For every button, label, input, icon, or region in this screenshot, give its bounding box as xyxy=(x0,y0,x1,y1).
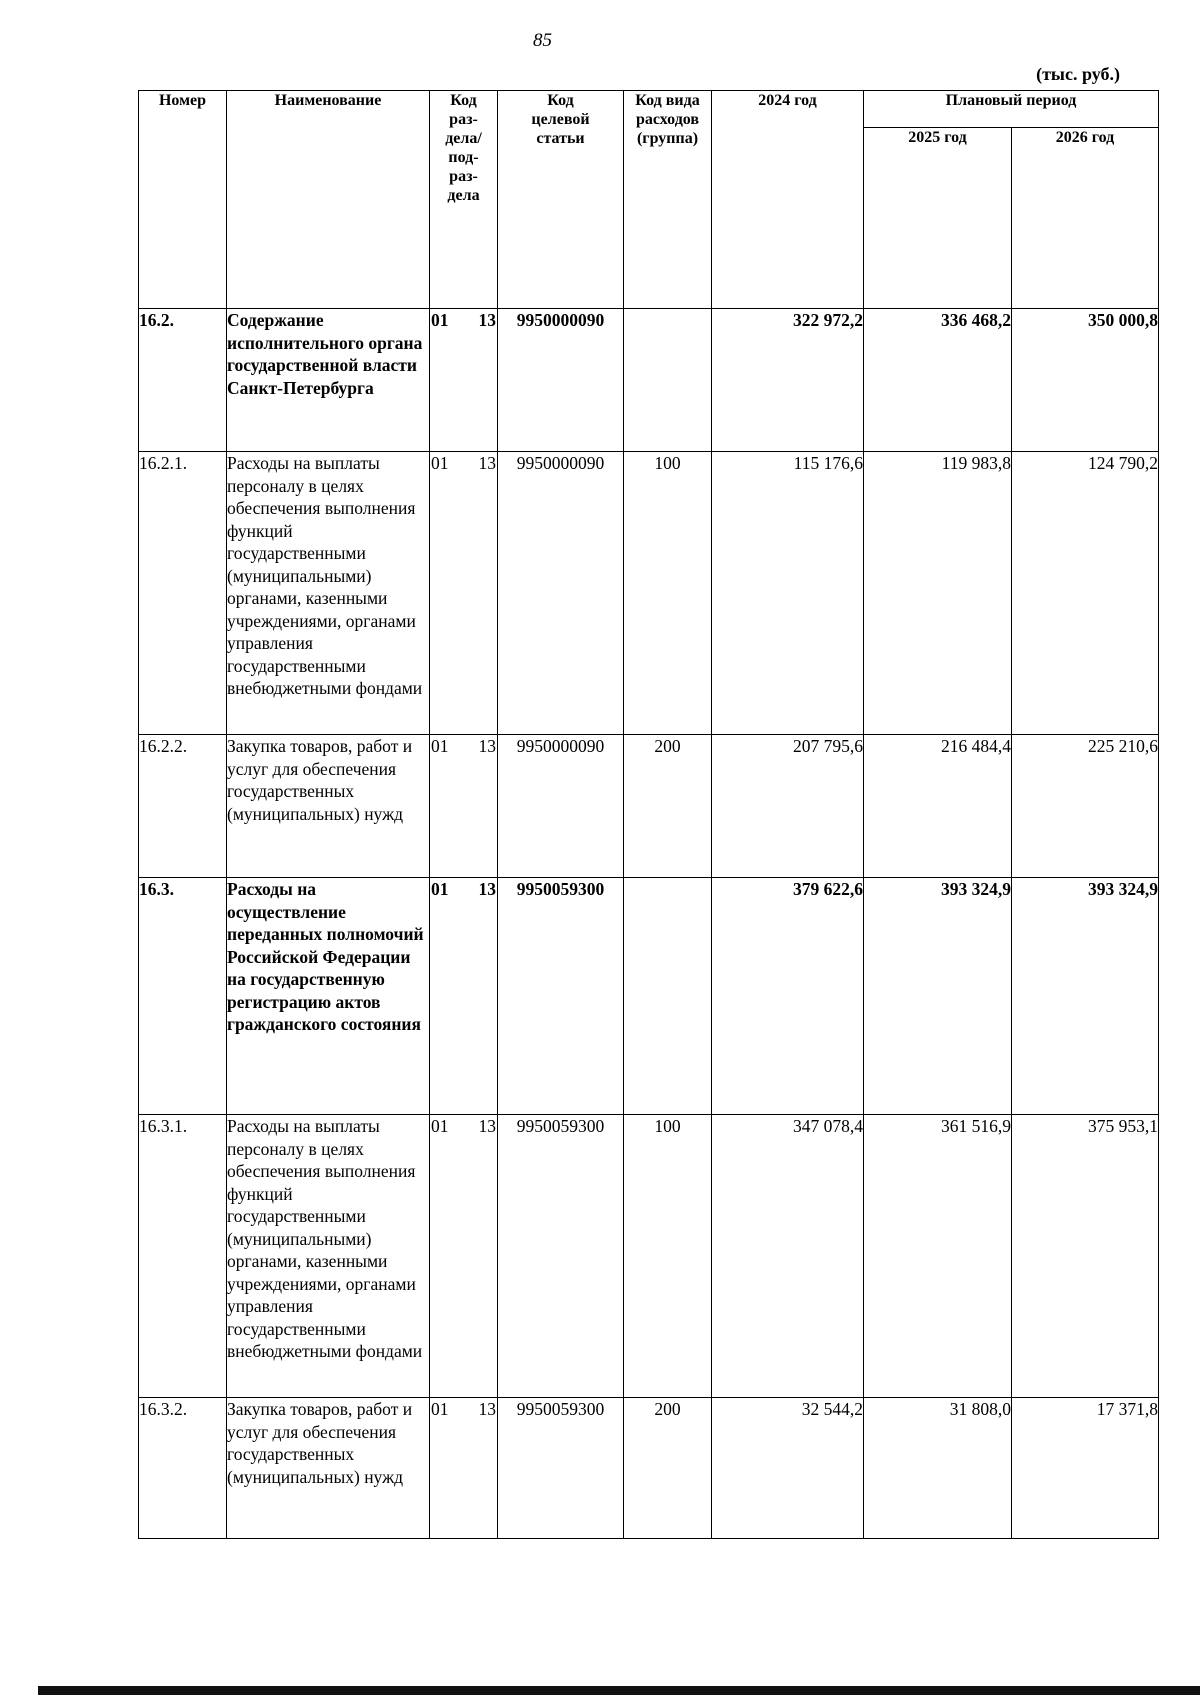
row-section-code xyxy=(430,309,498,452)
scan-edge-bar xyxy=(38,1686,1200,1695)
row-expense-type xyxy=(624,878,712,1115)
header-2025: 2025 год xyxy=(864,128,1012,309)
row-section: 01 xyxy=(431,453,449,473)
row-2024: 322 972,2 xyxy=(712,309,864,452)
row-section: 01 xyxy=(431,310,449,330)
row-target-code: 9950059300 xyxy=(498,878,624,1115)
row-name: Закупка товаров, работ и услуг для обеспечения государственных (муниципальных) нужд xyxy=(227,735,430,878)
row-2025: 393 324,9 xyxy=(864,878,1012,1115)
table-row xyxy=(139,1398,1159,1539)
row-name: Расходы на выплаты персоналу в целях обеспечения выполнения функций государственными (муниципальными) органами, казенными учреждениями, органами управления государственными внебюджетными фондами xyxy=(227,1115,430,1398)
row-number: 16.3. xyxy=(139,878,227,1115)
row-section: 01 xyxy=(431,1399,449,1419)
row-number: 16.2. xyxy=(139,309,227,452)
row-target-code: 9950059300 xyxy=(498,1115,624,1398)
row-section: 01 xyxy=(431,736,449,756)
table-row xyxy=(139,452,1159,735)
row-section-code xyxy=(430,878,498,1115)
row-target-code: 9950059300 xyxy=(498,1398,624,1539)
row-name: Расходы на осуществление переданных полномочий Российской Федерации на государственную регистрацию актов гражданского состояния xyxy=(227,878,430,1115)
row-expense-type xyxy=(624,309,712,452)
table-row xyxy=(139,735,1159,878)
table-row xyxy=(139,309,1159,452)
row-section-code xyxy=(430,452,498,735)
row-2025: 216 484,4 xyxy=(864,735,1012,878)
budget-table xyxy=(138,90,1159,1539)
row-expense-type: 100 xyxy=(624,1115,712,1398)
units-label: (тыс. руб.) xyxy=(1036,64,1120,84)
row-2025: 31 808,0 xyxy=(864,1398,1012,1539)
row-2024: 347 078,4 xyxy=(712,1115,864,1398)
row-number: 16.3.1. xyxy=(139,1115,227,1398)
header-row-1 xyxy=(139,91,1159,128)
row-section: 01 xyxy=(431,1116,449,1136)
row-2024: 207 795,6 xyxy=(712,735,864,878)
row-subsection: 13 xyxy=(478,1399,496,1419)
page-number: 85 xyxy=(533,30,552,51)
header-section-code: Код раз- дела/ под- раз- дела xyxy=(430,91,498,309)
header-number: Номер xyxy=(139,91,227,309)
row-2026: 17 371,8 xyxy=(1012,1398,1159,1539)
row-number: 16.3.2. xyxy=(139,1398,227,1539)
header-expense-type: Код вида расходов (группа) xyxy=(624,91,712,309)
row-target-code: 9950000090 xyxy=(498,452,624,735)
row-subsection: 13 xyxy=(478,453,496,473)
row-section-code xyxy=(430,735,498,878)
row-section-code xyxy=(430,1398,498,1539)
row-name: Закупка товаров, работ и услуг для обеспечения государственных (муниципальных) нужд xyxy=(227,1398,430,1539)
row-2025: 361 516,9 xyxy=(864,1115,1012,1398)
row-expense-type: 100 xyxy=(624,452,712,735)
row-subsection: 13 xyxy=(478,736,496,756)
row-expense-type: 200 xyxy=(624,1398,712,1539)
header-name: Наименование xyxy=(227,91,430,309)
row-2026: 225 210,6 xyxy=(1012,735,1159,878)
row-name: Содержание исполнительного органа государственной власти Санкт-Петербурга xyxy=(227,309,430,452)
row-2026: 124 790,2 xyxy=(1012,452,1159,735)
row-2024: 32 544,2 xyxy=(712,1398,864,1539)
table-row xyxy=(139,878,1159,1115)
row-section: 01 xyxy=(431,879,449,899)
header-target-code: Код целевой статьи xyxy=(498,91,624,309)
header-planned-period: Плановый период xyxy=(864,91,1159,128)
row-number: 16.2.2. xyxy=(139,735,227,878)
header-2026: 2026 год xyxy=(1012,128,1159,309)
row-subsection: 13 xyxy=(478,310,496,330)
header-2024: 2024 год xyxy=(712,91,864,309)
row-subsection: 13 xyxy=(478,879,496,899)
row-number: 16.2.1. xyxy=(139,452,227,735)
row-subsection: 13 xyxy=(478,1116,496,1136)
row-section-code xyxy=(430,1115,498,1398)
row-2025: 119 983,8 xyxy=(864,452,1012,735)
row-expense-type: 200 xyxy=(624,735,712,878)
row-2026: 350 000,8 xyxy=(1012,309,1159,452)
row-2024: 115 176,6 xyxy=(712,452,864,735)
table-row xyxy=(139,1115,1159,1398)
row-name: Расходы на выплаты персоналу в целях обеспечения выполнения функций государственными (муниципальными) органами, казенными учреждениями, органами управления государственными внебюджетными фондами xyxy=(227,452,430,735)
row-target-code: 9950000090 xyxy=(498,735,624,878)
row-2026: 375 953,1 xyxy=(1012,1115,1159,1398)
row-2024: 379 622,6 xyxy=(712,878,864,1115)
row-2025: 336 468,2 xyxy=(864,309,1012,452)
row-2026: 393 324,9 xyxy=(1012,878,1159,1115)
row-target-code: 9950000090 xyxy=(498,309,624,452)
